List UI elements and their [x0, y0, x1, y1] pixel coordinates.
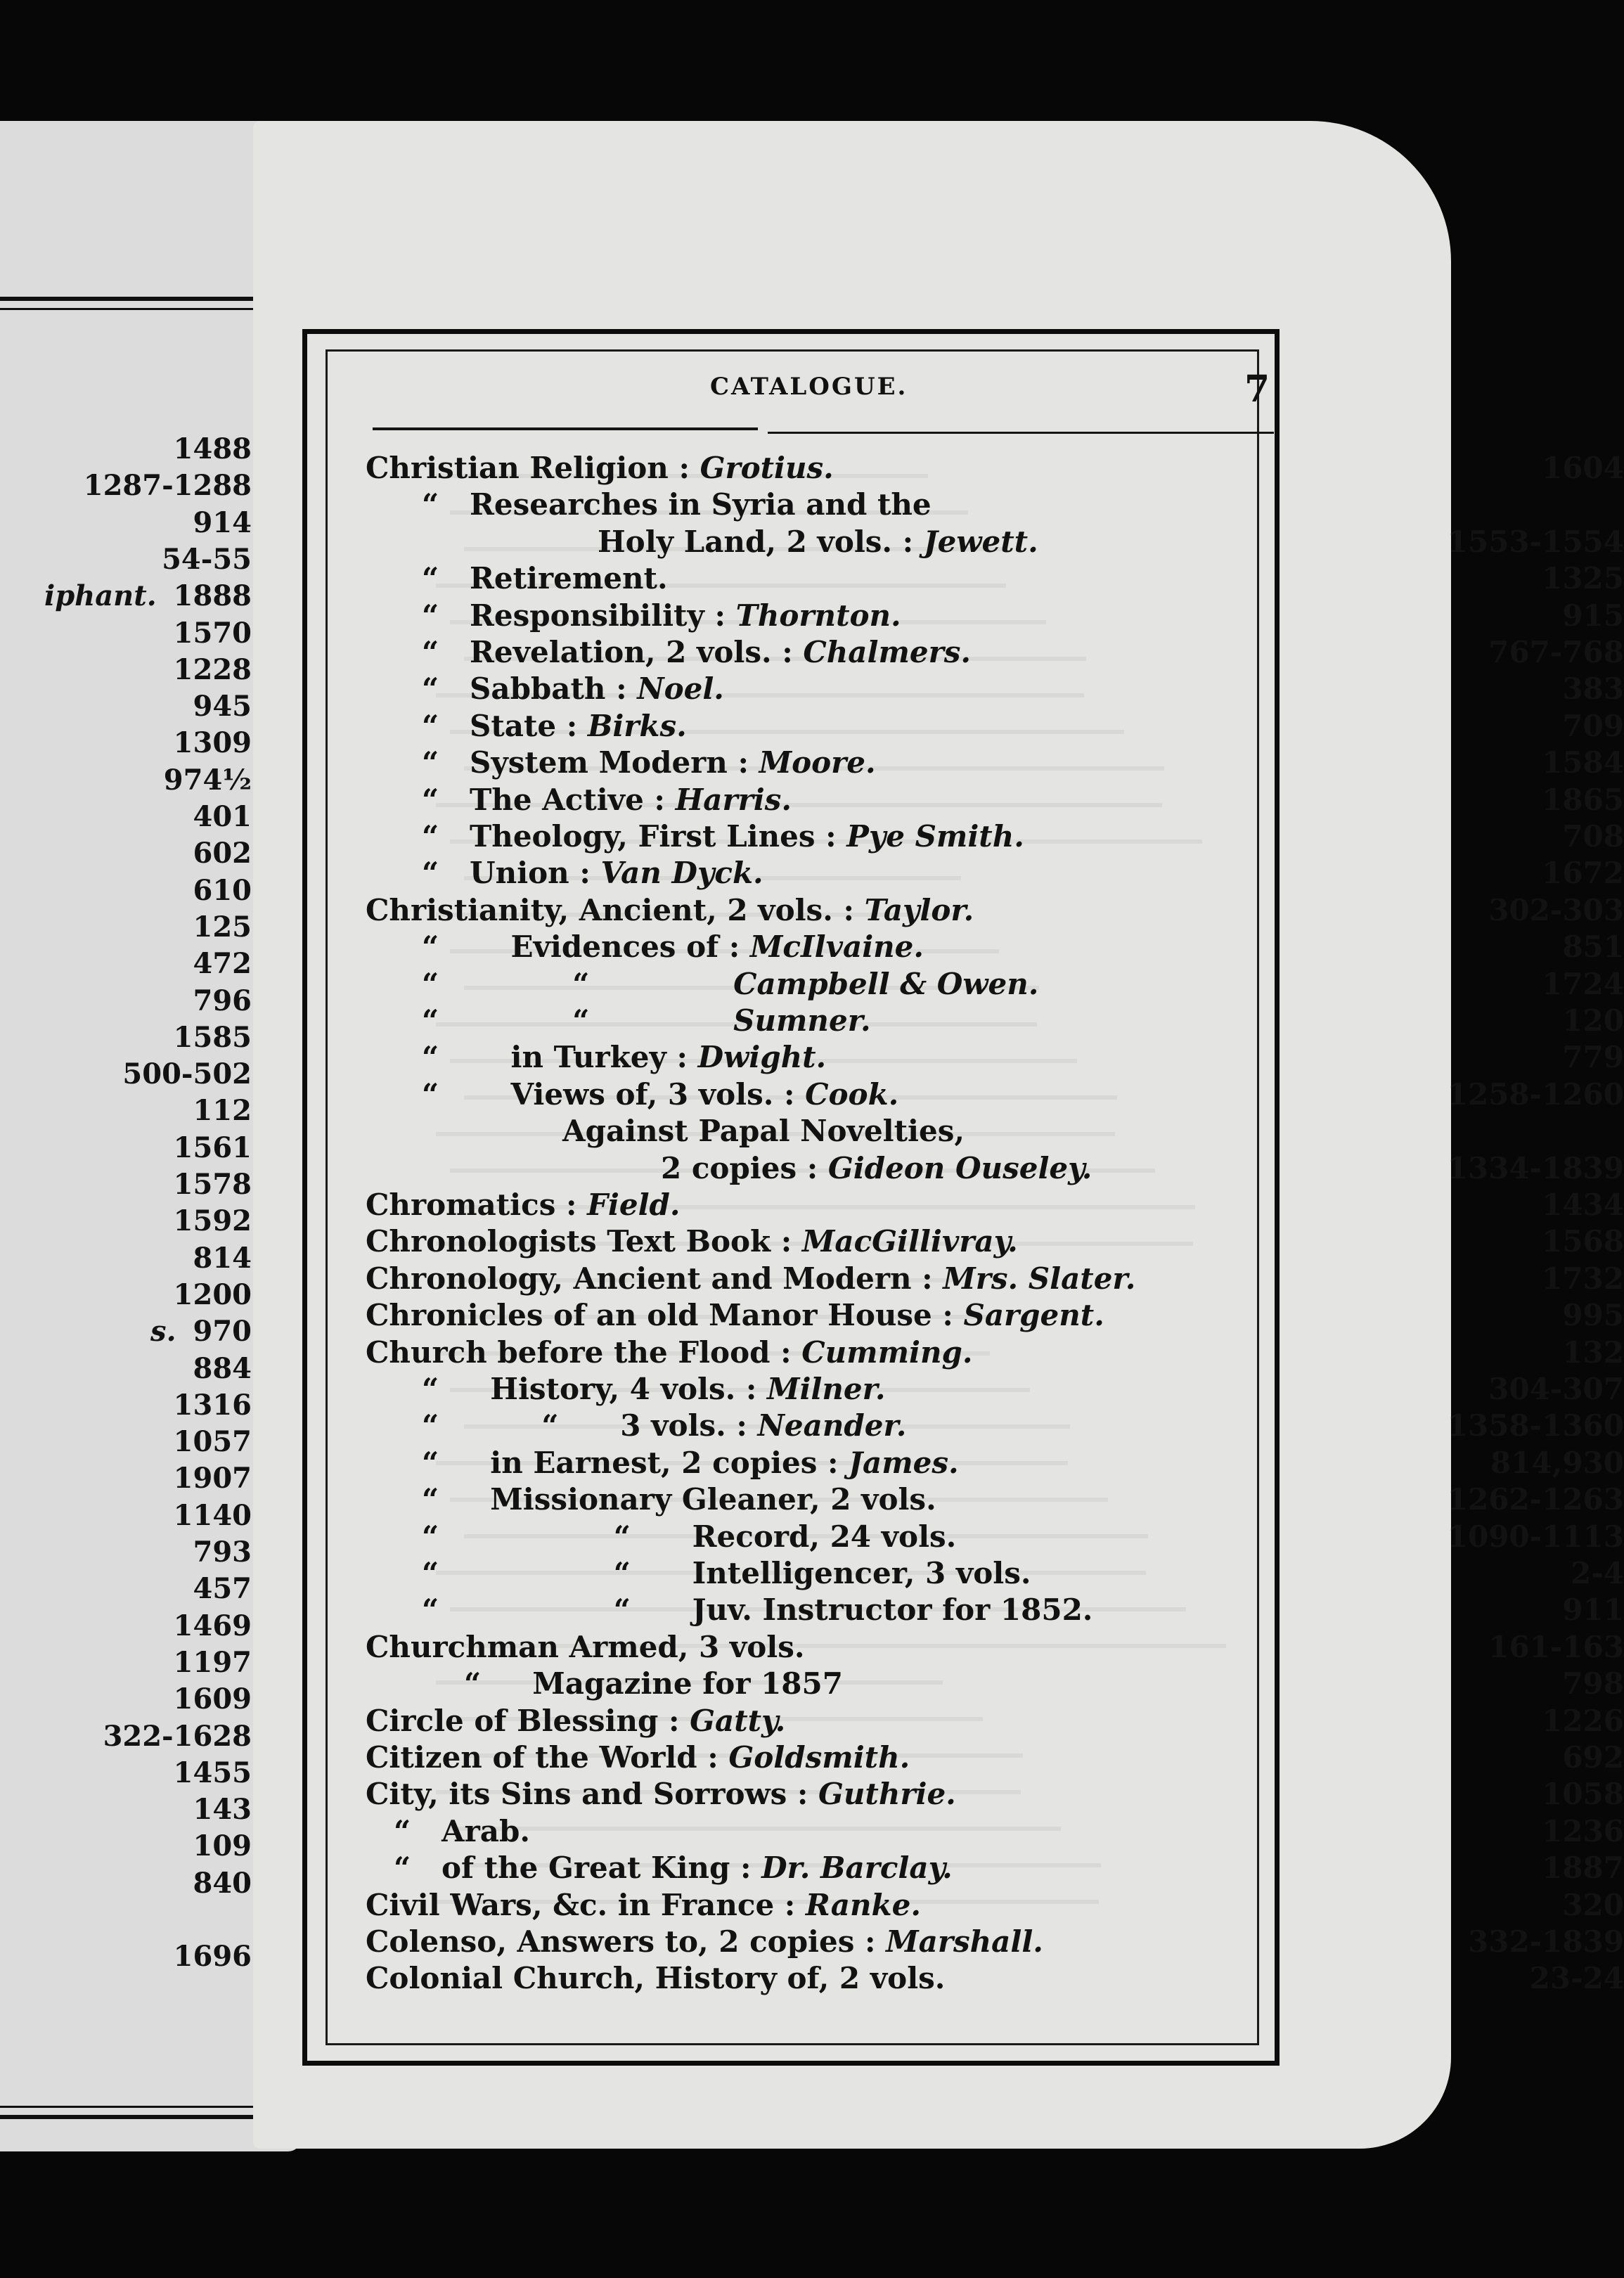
catalogue-entry — [366, 1960, 1624, 1997]
catalogue-entry — [366, 1334, 1624, 1371]
catalogue-entry — [366, 598, 1624, 634]
catalogue-entry — [366, 1150, 1624, 1187]
entry-author: Dwight. — [697, 1040, 827, 1075]
entry-title: “ “ — [422, 1003, 734, 1038]
left-page-number-text: 1228 — [173, 652, 252, 686]
left-page-number-text: 1469 — [173, 1609, 252, 1642]
catalogue-entry — [366, 560, 1624, 597]
entry-number: 1584 — [1542, 745, 1624, 780]
entry-number: 1262-1263 — [1447, 1482, 1624, 1517]
entry-title: “ Researches in Syria and the — [422, 487, 932, 522]
entry-author: Moore. — [759, 745, 876, 780]
entry-title: Chronicles of an old Manor House : — [366, 1298, 964, 1333]
left-page-number-text: 1561 — [173, 1131, 252, 1164]
entry-number: 692 — [1562, 1740, 1624, 1775]
left-page-number — [193, 872, 252, 910]
catalogue-entry — [366, 1666, 1624, 1702]
entry-author: Milner. — [766, 1372, 886, 1406]
left-page-number-text: 1592 — [173, 1204, 252, 1238]
entry-author: Jewett. — [923, 524, 1038, 559]
entry-author: Gideon Ouseley. — [827, 1150, 1093, 1185]
catalogue-entry — [366, 782, 1624, 818]
left-page-fragment: iphant. — [44, 579, 157, 613]
catalogue-entry — [366, 1445, 1624, 1481]
entry-title: “ of the Great King : — [394, 1851, 762, 1886]
entry-author: Taylor. — [864, 892, 974, 927]
entry-title: Chromatics : — [366, 1188, 588, 1222]
left-page-number — [174, 430, 252, 468]
catalogue-entry — [366, 487, 1272, 523]
entry-number: 779 — [1562, 1040, 1624, 1075]
left-page-number — [193, 1827, 252, 1865]
catalogue-entry — [366, 1113, 1272, 1150]
entry-number: 120 — [1562, 1003, 1624, 1038]
left-page-number-text: 1197 — [173, 1645, 252, 1679]
entry-author: Goldsmith. — [728, 1740, 910, 1775]
entry-title: “ in Earnest, 2 copies : — [422, 1445, 849, 1480]
entry-title: Christianity, Ancient, 2 vols. : — [366, 892, 865, 927]
entry-author: Campbell & Owen. — [733, 966, 1039, 1001]
entry-author: McIlvaine. — [749, 929, 924, 965]
left-page-number-text: 1585 — [173, 1020, 252, 1054]
entry-number: 708 — [1562, 819, 1624, 854]
entry-number: 23-24 — [1529, 1961, 1624, 1996]
entry-number: 161-163 — [1488, 1629, 1624, 1664]
catalogue-entry — [366, 1371, 1624, 1408]
left-page-number — [193, 504, 252, 542]
catalogue-entry — [366, 524, 1624, 560]
catalogue-entry — [366, 1629, 1624, 1666]
left-page-number — [174, 1938, 252, 1976]
left-page-number-text: 1888 — [173, 579, 252, 613]
entry-author: Pye Smith. — [846, 819, 1024, 854]
entry-title: “ “ Record, 24 vols. — [422, 1519, 957, 1554]
left-page-number — [193, 798, 252, 836]
entry-author: James. — [849, 1445, 959, 1480]
catalogue-entry — [366, 929, 1624, 965]
left-page-number — [193, 1570, 252, 1608]
left-page-number-text: 974½ — [163, 763, 252, 797]
entry-author: Grotius. — [700, 451, 834, 485]
entry-number: 320 — [1562, 1887, 1624, 1922]
entry-number: 851 — [1562, 929, 1624, 965]
entry-number: 915 — [1562, 598, 1624, 633]
catalogue-entry — [366, 1261, 1624, 1297]
entry-author: Van Dyck. — [600, 856, 763, 891]
left-page-number-text: 1570 — [173, 616, 252, 650]
entry-title: “ Retirement. — [422, 561, 668, 596]
left-page-number-text: 1488 — [173, 432, 252, 465]
left-page-number-text: 125 — [193, 910, 252, 944]
entry-author: Field. — [587, 1188, 681, 1222]
entry-title: Civil Wars, &c. in France : — [366, 1887, 806, 1922]
left-page-number — [103, 1718, 252, 1756]
entry-number: 302-303 — [1488, 892, 1624, 927]
left-page-number — [174, 1644, 252, 1682]
entry-author: Dr. Barclay. — [761, 1851, 953, 1886]
entry-number: 1325 — [1542, 561, 1624, 596]
entry-number: 1058 — [1542, 1777, 1624, 1812]
left-page-number-text: 602 — [193, 837, 252, 870]
left-page-number-text: 610 — [193, 873, 252, 907]
entry-title: “ Missionary Gleaner, 2 vols. — [422, 1482, 936, 1517]
entry-title: “ “ — [422, 966, 734, 1001]
catalogue-entry — [366, 1813, 1624, 1850]
left-page-number — [193, 1240, 252, 1278]
left-page-number-text: 1316 — [173, 1388, 252, 1422]
left-page-number — [193, 1092, 252, 1130]
left-page-number-text: 1140 — [173, 1498, 252, 1532]
entry-title: City, its Sins and Sorrows : — [366, 1777, 819, 1812]
entry-number: 709 — [1562, 708, 1624, 743]
entry-author: Noel. — [637, 671, 724, 707]
entry-author: Ranke. — [805, 1887, 921, 1922]
entry-title: “ Revelation, 2 vols. : — [422, 635, 804, 669]
entry-title: “ Theology, First Lines : — [422, 819, 847, 854]
heading-rule-left — [373, 427, 758, 430]
entry-title: “ History, 4 vols. : — [422, 1372, 767, 1406]
entry-author: Thornton. — [735, 598, 901, 633]
entry-title: Colonial Church, History of, 2 vols. — [366, 1961, 946, 1996]
entry-number: 383 — [1562, 671, 1624, 707]
entry-author: Cumming. — [801, 1334, 973, 1370]
left-page-number — [193, 982, 252, 1020]
entry-author: Mrs. Slater. — [943, 1261, 1136, 1296]
entry-title: “ The Active : — [422, 782, 676, 817]
left-page-number-text: 472 — [193, 947, 252, 981]
entry-title: Holy Land, 2 vols. : — [598, 524, 924, 559]
catalogue-entry — [366, 966, 1624, 1003]
left-page-number-text: 112 — [193, 1094, 252, 1128]
catalogue-entry — [366, 1297, 1624, 1334]
entry-author: Birks. — [587, 708, 687, 743]
left-page-number — [174, 1276, 252, 1314]
entry-number: 132 — [1562, 1334, 1624, 1370]
left-page-number — [122, 1055, 252, 1093]
entry-title: “ Sabbath : — [422, 671, 638, 707]
left-page-number-text: 1455 — [173, 1756, 252, 1789]
left-page-number-text: 970 — [193, 1315, 252, 1349]
left-page-number — [174, 1166, 252, 1204]
left-page-number-text: 1578 — [173, 1168, 252, 1201]
catalogue-entry — [366, 1592, 1624, 1628]
left-page-number-text: 1200 — [173, 1278, 252, 1311]
entry-number: 1604 — [1542, 451, 1624, 485]
entry-title: “ Magazine for 1857 — [464, 1666, 843, 1701]
left-page-number-text: 109 — [193, 1829, 252, 1863]
left-page-number-text: 1309 — [173, 726, 252, 760]
entry-title: Circle of Blessing : — [366, 1703, 690, 1738]
left-page-number — [174, 1423, 252, 1461]
left-page-number-text: 914 — [193, 506, 252, 539]
entry-number: 1553-1554 — [1447, 524, 1624, 559]
left-page-number-text: 796 — [193, 984, 252, 1017]
left-page-fragment: s. — [150, 1315, 176, 1349]
entry-title: “ Evidences of : — [422, 929, 750, 965]
left-page-number — [174, 1019, 252, 1057]
left-page-number-text: 500-502 — [122, 1057, 252, 1091]
catalogue-entry — [366, 1076, 1624, 1113]
entry-number: 1865 — [1542, 782, 1624, 817]
catalogue-entry — [366, 671, 1624, 707]
catalogue-entry — [366, 818, 1624, 855]
catalogue-entry — [366, 1223, 1624, 1260]
left-page-number-text: 1287-1288 — [83, 469, 252, 503]
catalogue-entry — [366, 1408, 1624, 1444]
entry-number: 1236 — [1542, 1813, 1624, 1848]
entry-author: Guthrie. — [818, 1777, 956, 1812]
left-page-number — [193, 1533, 252, 1571]
left-page-number-text: 884 — [193, 1351, 252, 1385]
left-page-number — [193, 835, 252, 873]
entry-number: 1258-1260 — [1447, 1076, 1624, 1112]
entry-number: 767-768 — [1488, 635, 1624, 669]
left-page-number — [174, 1202, 252, 1240]
left-page-number-text: 401 — [193, 800, 252, 833]
entry-author: Gatty. — [690, 1703, 786, 1738]
left-page-number — [174, 1680, 252, 1718]
entry-number: 1568 — [1542, 1224, 1624, 1259]
entry-number: 304-307 — [1488, 1372, 1624, 1406]
entry-number: 1090-1113 — [1447, 1519, 1624, 1554]
left-page-number — [193, 908, 252, 946]
entry-number: 814,930 — [1490, 1445, 1624, 1480]
catalogue-entry — [366, 1776, 1624, 1813]
heading-rule-right — [768, 432, 1274, 434]
left-page-number — [150, 1313, 252, 1351]
left-page-number — [174, 1386, 252, 1424]
left-page-number-text: 945 — [193, 690, 252, 723]
entry-author: Sumner. — [733, 1003, 871, 1038]
entry-title: “ State : — [422, 708, 588, 743]
left-page-number-text: 1907 — [173, 1462, 252, 1495]
left-page-number — [174, 1460, 252, 1498]
left-page-number — [174, 1497, 252, 1535]
catalogue-entry — [366, 1887, 1624, 1924]
left-page-number — [174, 724, 252, 762]
entry-title: “ in Turkey : — [422, 1040, 698, 1075]
entry-number: 1732 — [1542, 1261, 1624, 1296]
entry-title: 2 copies : — [661, 1150, 828, 1185]
catalogue-entry — [366, 1003, 1624, 1039]
left-page-number-text: 1696 — [173, 1940, 252, 1974]
entry-title: “ Views of, 3 vols. : — [422, 1076, 806, 1112]
entry-number: 1226 — [1542, 1703, 1624, 1738]
entry-title: “ “ Juv. Instructor for 1852. — [422, 1592, 1093, 1628]
entry-number: 1358-1360 — [1447, 1408, 1624, 1443]
entry-author: Neander. — [757, 1408, 907, 1443]
catalogue-entry — [366, 1187, 1624, 1223]
left-page-number-text: 457 — [193, 1572, 252, 1606]
entry-number: 1672 — [1542, 856, 1624, 891]
left-page-number — [174, 1129, 252, 1167]
left-page-number-text: 1609 — [173, 1682, 252, 1716]
catalogue-entry — [366, 1703, 1624, 1739]
entry-title: “ “ 3 vols. : — [422, 1408, 758, 1443]
left-page-number — [174, 651, 252, 689]
entry-title: Colenso, Answers to, 2 copies : — [366, 1924, 887, 1959]
left-page-number — [193, 1350, 252, 1388]
catalogue-entry — [366, 1850, 1624, 1886]
entry-author: MacGillivray. — [801, 1224, 1018, 1259]
entry-title: Chronologists Text Book : — [366, 1224, 802, 1259]
left-page-number-text: 143 — [193, 1793, 252, 1827]
entry-author: Cook. — [805, 1076, 899, 1112]
catalogue-entry — [366, 892, 1624, 929]
left-page-number — [164, 761, 252, 799]
left-page-number-text: 1057 — [173, 1425, 252, 1459]
left-page-number-text: 814 — [193, 1241, 252, 1275]
entry-number: 911 — [1562, 1592, 1624, 1628]
entry-number: 332-1839 — [1468, 1924, 1624, 1959]
entry-title: “ Responsibility : — [422, 598, 736, 633]
catalogue-entry — [366, 1519, 1624, 1555]
left-page-number — [162, 541, 252, 579]
catalogue-entry — [366, 450, 1624, 487]
entry-author: Sargent. — [963, 1298, 1104, 1333]
left-page-number — [174, 1607, 252, 1645]
entry-title: “ Arab. — [394, 1813, 530, 1848]
entry-number: 2-4 — [1571, 1556, 1624, 1590]
left-page-number — [174, 614, 252, 652]
left-page-number — [84, 467, 252, 505]
left-page-number-text: 322-1628 — [103, 1719, 252, 1753]
entry-number: 1434 — [1542, 1188, 1624, 1222]
entry-title: Chronology, Ancient and Modern : — [366, 1261, 943, 1296]
entry-number: 1334-1839 — [1447, 1150, 1624, 1185]
entry-title: Against Papal Novelties, — [562, 1114, 965, 1149]
left-page-number-text: 54-55 — [162, 542, 252, 576]
catalogue-entry — [366, 745, 1624, 781]
catalogue-entry — [366, 1039, 1624, 1076]
entry-author: Harris. — [675, 782, 792, 817]
page-number: 7 — [1244, 368, 1270, 411]
entry-title: Citizen of the World : — [366, 1740, 729, 1775]
entry-title: “ “ Intelligencer, 3 vols. — [422, 1556, 1031, 1590]
entry-number: 798 — [1562, 1666, 1624, 1701]
left-page-number-text: 840 — [193, 1866, 252, 1900]
page-heading: CATALOGUE. — [710, 373, 908, 401]
catalogue-entry — [366, 1481, 1624, 1518]
catalogue-entry — [366, 708, 1624, 745]
left-page-number — [174, 1754, 252, 1792]
entry-number: 1887 — [1542, 1851, 1624, 1886]
entry-title: “ System Modern : — [422, 745, 759, 780]
entry-title: “ Union : — [422, 856, 601, 891]
catalogue-entry — [366, 634, 1624, 671]
entry-title: Christian Religion : — [366, 451, 700, 485]
left-page-number — [193, 1791, 252, 1829]
entry-author: Marshall. — [886, 1924, 1043, 1959]
left-page-number — [193, 945, 252, 983]
left-page-number-text: 793 — [193, 1536, 252, 1569]
catalogue-entry — [366, 1739, 1624, 1776]
left-page-number — [193, 1865, 252, 1903]
entry-title: Churchman Armed, 3 vols. — [366, 1629, 805, 1664]
entry-number: 1724 — [1542, 966, 1624, 1001]
entry-title: Church before the Flood : — [366, 1334, 802, 1370]
entry-author: Chalmers. — [803, 635, 972, 669]
entry-number: 995 — [1562, 1298, 1624, 1333]
left-page-number — [44, 577, 252, 615]
catalogue-entry — [366, 855, 1624, 892]
left-page-number — [193, 688, 252, 726]
catalogue-entry — [366, 1555, 1624, 1592]
catalogue-entry — [366, 1924, 1624, 1960]
